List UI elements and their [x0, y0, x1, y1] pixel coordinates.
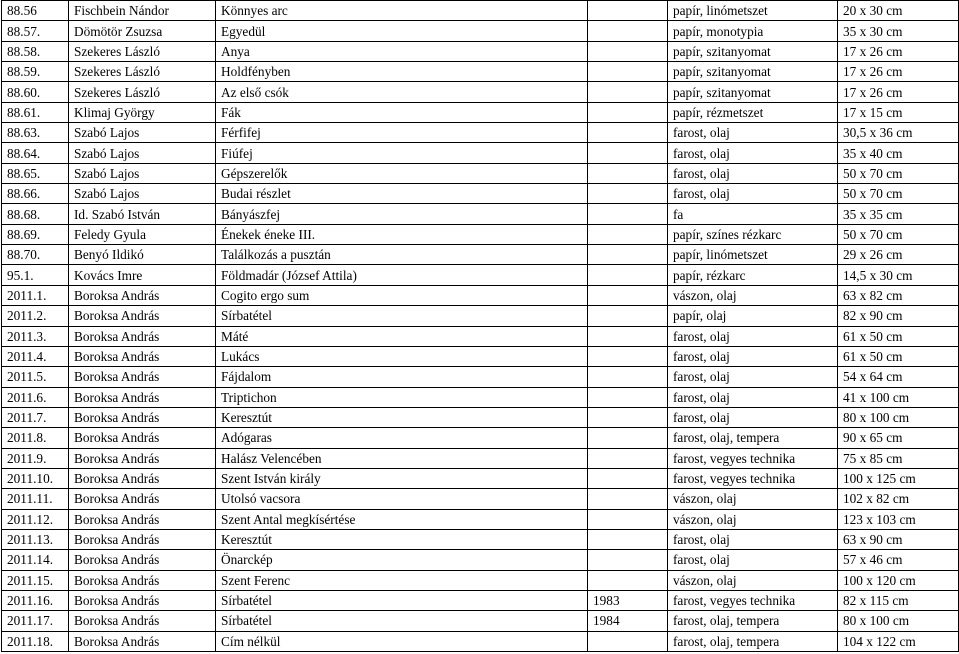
table-row [2, 326, 959, 346]
table-row [2, 82, 959, 102]
inventory-number-cell: 2011.9. [2, 448, 69, 468]
artist-cell: Klimaj György [69, 102, 216, 122]
inventory-number-cell: 2011.8. [2, 428, 69, 448]
technique-cell: farost, olaj [668, 184, 838, 204]
table-row [2, 245, 959, 265]
table-row [2, 529, 959, 549]
title-cell: Énekek éneke III. [216, 224, 588, 244]
technique-cell: farost, olaj [668, 143, 838, 163]
table-row [2, 184, 959, 204]
year-cell [588, 631, 668, 651]
table-row [2, 285, 959, 305]
artist-cell: Boroksa András [69, 407, 216, 427]
inventory-number-cell: 2011.11. [2, 489, 69, 509]
year-cell [588, 102, 668, 122]
technique-cell: farost, olaj [668, 123, 838, 143]
inventory-number-cell: 95.1. [2, 265, 69, 285]
size-cell: 29 x 26 cm [838, 245, 959, 265]
table-row [2, 631, 959, 651]
year-cell [588, 448, 668, 468]
technique-cell: farost, olaj [668, 529, 838, 549]
artist-cell: Boroksa András [69, 570, 216, 590]
size-cell: 50 x 70 cm [838, 224, 959, 244]
size-cell: 80 x 100 cm [838, 611, 959, 631]
size-cell: 35 x 30 cm [838, 21, 959, 41]
artist-cell: Boroksa András [69, 550, 216, 570]
title-cell: Halász Velencében [216, 448, 588, 468]
table-row [2, 468, 959, 488]
technique-cell: papír, rézmetszet [668, 102, 838, 122]
size-cell: 82 x 115 cm [838, 590, 959, 610]
inventory-number-cell: 2011.15. [2, 570, 69, 590]
technique-cell: farost, olaj, tempera [668, 428, 838, 448]
table-row [2, 489, 959, 509]
title-cell: Férfifej [216, 123, 588, 143]
table-row [2, 550, 959, 570]
year-cell [588, 529, 668, 549]
technique-cell: papír, linómetszet [668, 245, 838, 265]
inventory-number-cell: 2011.18. [2, 631, 69, 651]
artist-cell: Feledy Gyula [69, 224, 216, 244]
inventory-number-cell: 2011.1. [2, 285, 69, 305]
table-row [2, 306, 959, 326]
technique-cell: papír, monotypia [668, 21, 838, 41]
table-row [2, 143, 959, 163]
table-row [2, 387, 959, 407]
table-row [2, 428, 959, 448]
size-cell: 102 x 82 cm [838, 489, 959, 509]
size-cell: 57 x 46 cm [838, 550, 959, 570]
artist-cell: Boroksa András [69, 590, 216, 610]
inventory-number-cell: 2011.14. [2, 550, 69, 570]
technique-cell: vászon, olaj [668, 509, 838, 529]
year-cell: 1984 [588, 611, 668, 631]
inventory-number-cell: 2011.6. [2, 387, 69, 407]
inventory-number-cell: 88.57. [2, 21, 69, 41]
title-cell: Szent Antal megkísértése [216, 509, 588, 529]
title-cell: Sírbatétel [216, 611, 588, 631]
inventory-number-cell: 88.64. [2, 143, 69, 163]
size-cell: 35 x 40 cm [838, 143, 959, 163]
inventory-number-cell: 88.56 [2, 1, 69, 21]
title-cell: Utolsó vacsora [216, 489, 588, 509]
table-row [2, 163, 959, 183]
title-cell: Holdfényben [216, 62, 588, 82]
year-cell [588, 489, 668, 509]
inventory-number-cell: 88.65. [2, 163, 69, 183]
table-row [2, 1, 959, 21]
artist-cell: Boroksa András [69, 306, 216, 326]
artist-cell: Boroksa András [69, 468, 216, 488]
inventory-number-cell: 88.68. [2, 204, 69, 224]
artist-cell: Szabó Lajos [69, 163, 216, 183]
artist-cell: Szekeres László [69, 41, 216, 61]
inventory-number-cell: 88.60. [2, 82, 69, 102]
artist-cell: Szekeres László [69, 62, 216, 82]
inventory-number-cell: 2011.17. [2, 611, 69, 631]
year-cell [588, 1, 668, 21]
inventory-number-cell: 2011.5. [2, 367, 69, 387]
title-cell: Szent István király [216, 468, 588, 488]
technique-cell: fa [668, 204, 838, 224]
size-cell: 50 x 70 cm [838, 184, 959, 204]
title-cell: Fájdalom [216, 367, 588, 387]
table-row [2, 102, 959, 122]
technique-cell: papír, linómetszet [668, 1, 838, 21]
size-cell: 82 x 90 cm [838, 306, 959, 326]
year-cell: 1983 [588, 590, 668, 610]
technique-cell: farost, olaj [668, 163, 838, 183]
size-cell: 20 x 30 cm [838, 1, 959, 21]
technique-cell: papír, szitanyomat [668, 62, 838, 82]
artist-cell: Szekeres László [69, 82, 216, 102]
size-cell: 35 x 35 cm [838, 204, 959, 224]
size-cell: 41 x 100 cm [838, 387, 959, 407]
inventory-number-cell: 88.70. [2, 245, 69, 265]
table-row [2, 224, 959, 244]
technique-cell: farost, olaj [668, 407, 838, 427]
inventory-number-cell: 2011.13. [2, 529, 69, 549]
year-cell [588, 143, 668, 163]
title-cell: Földmadár (József Attila) [216, 265, 588, 285]
size-cell: 100 x 125 cm [838, 468, 959, 488]
artist-cell: Boroksa András [69, 367, 216, 387]
artist-cell: Benyó Ildikó [69, 245, 216, 265]
inventory-number-cell: 2011.2. [2, 306, 69, 326]
inventory-number-cell: 2011.12. [2, 509, 69, 529]
title-cell: Bányászfej [216, 204, 588, 224]
year-cell [588, 550, 668, 570]
size-cell: 63 x 82 cm [838, 285, 959, 305]
year-cell [588, 224, 668, 244]
artist-cell: Boroksa András [69, 631, 216, 651]
size-cell: 17 x 26 cm [838, 41, 959, 61]
year-cell [588, 265, 668, 285]
inventory-number-cell: 2011.3. [2, 326, 69, 346]
table-row [2, 407, 959, 427]
size-cell: 104 x 122 cm [838, 631, 959, 651]
year-cell [588, 21, 668, 41]
technique-cell: vászon, olaj [668, 570, 838, 590]
year-cell [588, 245, 668, 265]
title-cell: Gépszerelők [216, 163, 588, 183]
year-cell [588, 346, 668, 366]
size-cell: 80 x 100 cm [838, 407, 959, 427]
inventory-table [1, 0, 959, 652]
artist-cell: Fischbein Nándor [69, 1, 216, 21]
year-cell [588, 41, 668, 61]
table-row [2, 204, 959, 224]
year-cell [588, 82, 668, 102]
technique-cell: papír, szitanyomat [668, 41, 838, 61]
table-row [2, 611, 959, 631]
table-row [2, 41, 959, 61]
technique-cell: farost, vegyes technika [668, 448, 838, 468]
title-cell: Keresztút [216, 407, 588, 427]
artist-cell: Boroksa András [69, 611, 216, 631]
year-cell [588, 163, 668, 183]
size-cell: 14,5 x 30 cm [838, 265, 959, 285]
size-cell: 61 x 50 cm [838, 346, 959, 366]
artist-cell: Boroksa András [69, 346, 216, 366]
title-cell: Lukács [216, 346, 588, 366]
size-cell: 61 x 50 cm [838, 326, 959, 346]
title-cell: Önarckép [216, 550, 588, 570]
title-cell: Anya [216, 41, 588, 61]
artist-cell: Boroksa András [69, 529, 216, 549]
artist-cell: Boroksa András [69, 489, 216, 509]
size-cell: 63 x 90 cm [838, 529, 959, 549]
year-cell [588, 428, 668, 448]
inventory-number-cell: 88.58. [2, 41, 69, 61]
size-cell: 17 x 26 cm [838, 62, 959, 82]
technique-cell: papír, szitanyomat [668, 82, 838, 102]
size-cell: 123 x 103 cm [838, 509, 959, 529]
size-cell: 30,5 x 36 cm [838, 123, 959, 143]
year-cell [588, 123, 668, 143]
artist-cell: Dömötör Zsuzsa [69, 21, 216, 41]
technique-cell: farost, olaj [668, 387, 838, 407]
technique-cell: farost, olaj, tempera [668, 631, 838, 651]
year-cell [588, 204, 668, 224]
title-cell: Az első csók [216, 82, 588, 102]
size-cell: 75 x 85 cm [838, 448, 959, 468]
artist-cell: Szabó Lajos [69, 143, 216, 163]
artist-cell: Boroksa András [69, 387, 216, 407]
year-cell [588, 407, 668, 427]
inventory-number-cell: 2011.16. [2, 590, 69, 610]
technique-cell: farost, vegyes technika [668, 468, 838, 488]
title-cell: Sírbatétel [216, 306, 588, 326]
title-cell: Cím nélkül [216, 631, 588, 651]
year-cell [588, 367, 668, 387]
year-cell [588, 62, 668, 82]
artist-cell: Boroksa András [69, 285, 216, 305]
artist-cell: Boroksa András [69, 509, 216, 529]
inventory-number-cell: 88.59. [2, 62, 69, 82]
title-cell: Találkozás a pusztán [216, 245, 588, 265]
technique-cell: papír, olaj [668, 306, 838, 326]
technique-cell: farost, olaj [668, 367, 838, 387]
year-cell [588, 570, 668, 590]
inventory-number-cell: 88.61. [2, 102, 69, 122]
technique-cell: vászon, olaj [668, 285, 838, 305]
title-cell: Cogito ergo sum [216, 285, 588, 305]
technique-cell: farost, olaj [668, 346, 838, 366]
artist-cell: Boroksa András [69, 448, 216, 468]
artist-cell: Boroksa András [69, 326, 216, 346]
artist-cell: Szabó Lajos [69, 123, 216, 143]
inventory-number-cell: 2011.7. [2, 407, 69, 427]
artist-cell: Szabó Lajos [69, 184, 216, 204]
size-cell: 50 x 70 cm [838, 163, 959, 183]
technique-cell: vászon, olaj [668, 489, 838, 509]
table-row [2, 21, 959, 41]
technique-cell: farost, olaj [668, 550, 838, 570]
artist-cell: Id. Szabó István [69, 204, 216, 224]
size-cell: 17 x 26 cm [838, 82, 959, 102]
technique-cell: farost, olaj, tempera [668, 611, 838, 631]
inventory-number-cell: 88.66. [2, 184, 69, 204]
year-cell [588, 509, 668, 529]
year-cell [588, 387, 668, 407]
table-row [2, 448, 959, 468]
table-row [2, 265, 959, 285]
size-cell: 17 x 15 cm [838, 102, 959, 122]
year-cell [588, 285, 668, 305]
title-cell: Egyedül [216, 21, 588, 41]
inventory-number-cell: 88.69. [2, 224, 69, 244]
title-cell: Könnyes arc [216, 1, 588, 21]
title-cell: Fák [216, 102, 588, 122]
inventory-table-body [2, 1, 959, 652]
title-cell: Adógaras [216, 428, 588, 448]
technique-cell: papír, rézkarc [668, 265, 838, 285]
inventory-number-cell: 2011.10. [2, 468, 69, 488]
year-cell [588, 184, 668, 204]
table-row [2, 123, 959, 143]
size-cell: 100 x 120 cm [838, 570, 959, 590]
table-row [2, 346, 959, 366]
inventory-number-cell: 2011.4. [2, 346, 69, 366]
title-cell: Triptichon [216, 387, 588, 407]
table-row [2, 590, 959, 610]
year-cell [588, 306, 668, 326]
table-row [2, 367, 959, 387]
technique-cell: farost, olaj [668, 326, 838, 346]
technique-cell: papír, színes rézkarc [668, 224, 838, 244]
title-cell: Máté [216, 326, 588, 346]
artist-cell: Boroksa András [69, 428, 216, 448]
size-cell: 90 x 65 cm [838, 428, 959, 448]
title-cell: Fiúfej [216, 143, 588, 163]
table-row [2, 62, 959, 82]
inventory-number-cell: 88.63. [2, 123, 69, 143]
year-cell [588, 468, 668, 488]
title-cell: Sírbatétel [216, 590, 588, 610]
title-cell: Keresztút [216, 529, 588, 549]
technique-cell: farost, vegyes technika [668, 590, 838, 610]
size-cell: 54 x 64 cm [838, 367, 959, 387]
title-cell: Budai részlet [216, 184, 588, 204]
title-cell: Szent Ferenc [216, 570, 588, 590]
table-row [2, 509, 959, 529]
artist-cell: Kovács Imre [69, 265, 216, 285]
year-cell [588, 326, 668, 346]
table-row [2, 570, 959, 590]
